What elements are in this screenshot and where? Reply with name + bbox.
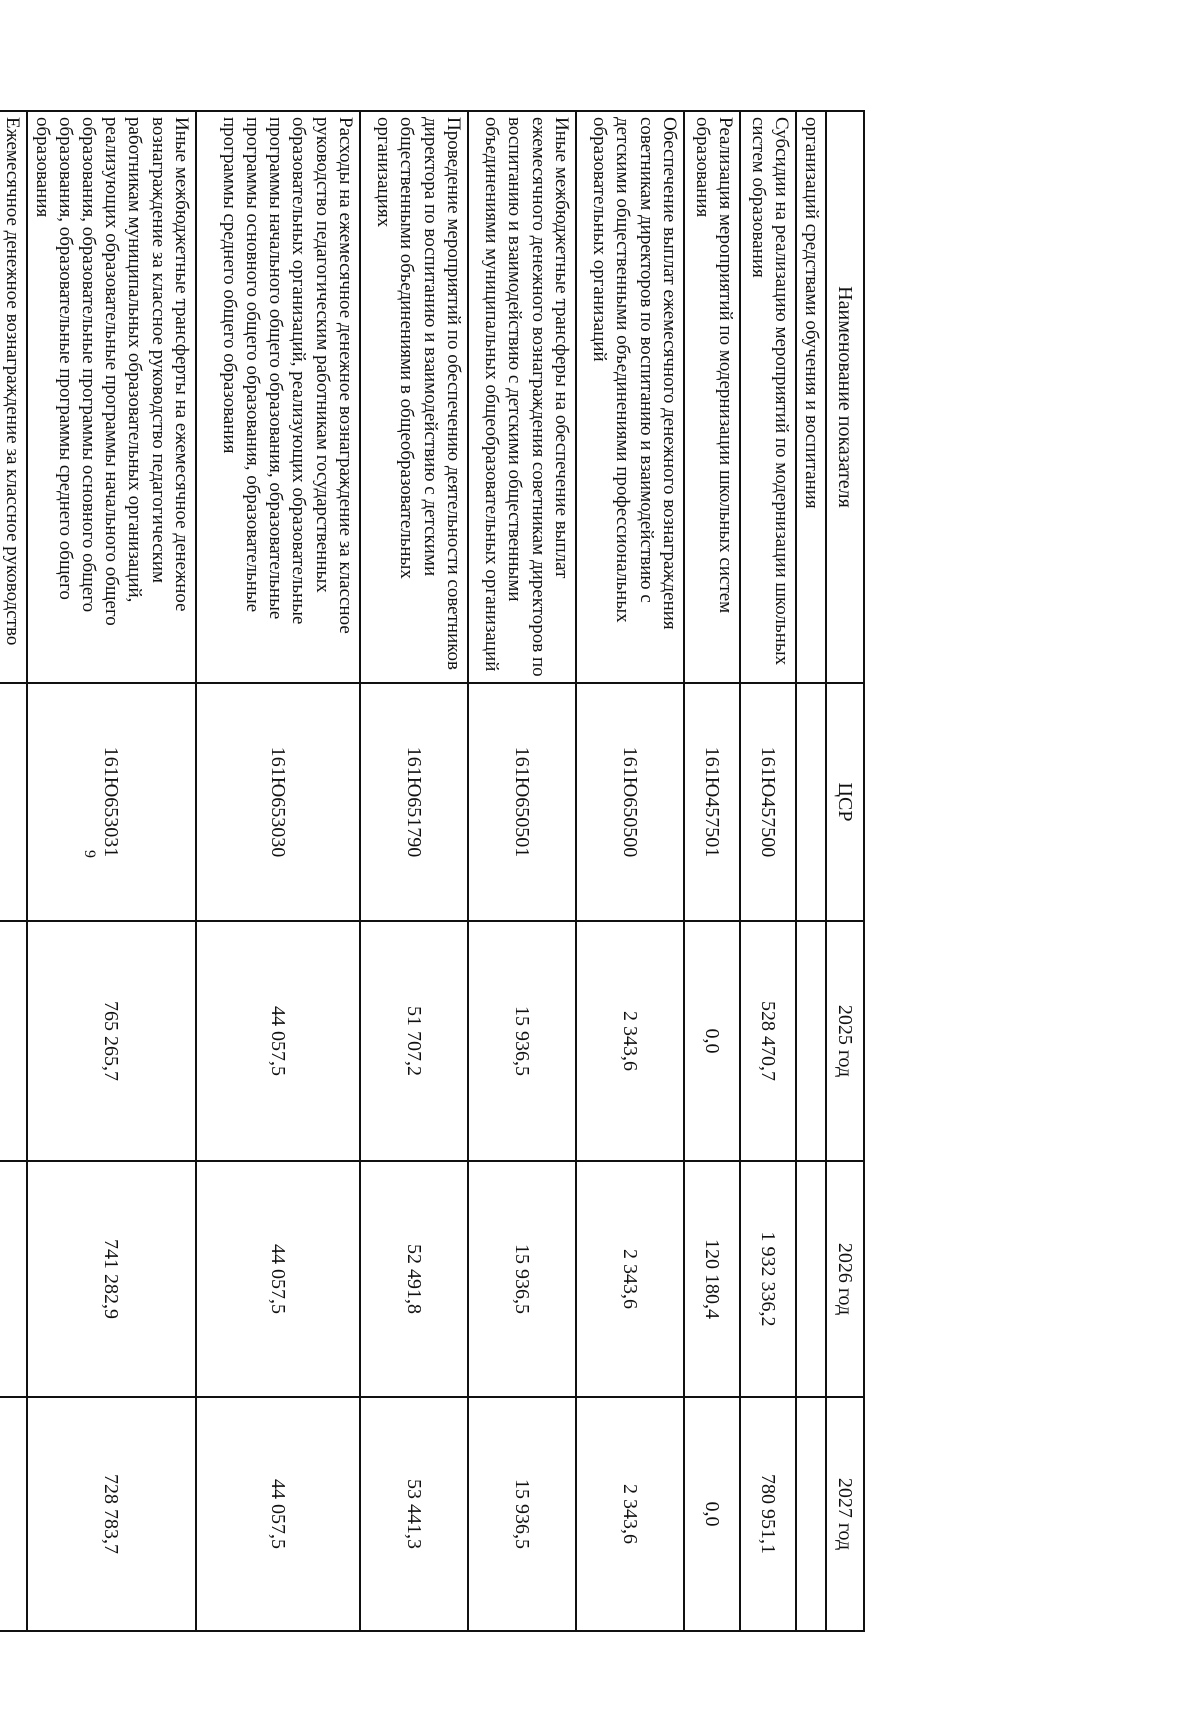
cell-2026: 52 491,8 bbox=[360, 1161, 468, 1397]
cell-name: Иные межбюджетные трансферты на ежемесячное денежное вознаграждение за классное руководство педагогическим работникам муниципальных образовательных организаций, реализующих образовательные программы начального общего образования, образовательные программы основного общего образования, образовательные программы среднего общего образования bbox=[27, 111, 196, 683]
page-number: 9 bbox=[81, 850, 98, 858]
cell-name: Расходы на ежемесячное денежное вознаграждение за классное руководство педагогическим работникам государственных образовательных организаций, реализующих образовательные программы начального общего образования, образовательные программы основного общего образования, образовательные программы среднего общего образования bbox=[196, 111, 360, 683]
table-row bbox=[684, 111, 740, 1631]
cell-2027: 44 057,5 bbox=[196, 1397, 360, 1631]
table-row bbox=[0, 111, 27, 1631]
cell-2027: 15 936,5 bbox=[468, 1397, 576, 1631]
cell-name: Проведение мероприятий по обеспечению деятельности советников директора по воспитанию и взаимодействию с детскими общественными объединениями в общеобразовательных организациях bbox=[360, 111, 468, 683]
cell-csr bbox=[0, 683, 27, 921]
cell-2027: 728 783,7 bbox=[27, 1397, 196, 1631]
cell-csr bbox=[796, 683, 826, 921]
cell-2027 bbox=[796, 1397, 826, 1631]
cell-2026: 1 932 336,2 bbox=[740, 1161, 796, 1397]
cell-2027 bbox=[0, 1397, 27, 1631]
cell-2025: 765 265,7 bbox=[27, 921, 196, 1161]
cell-name: Обеспечение выплат ежемесячного денежного вознаграждения советникам директоров по воспитанию и взаимодействию с детскими общественными объединениями профессиональных образовательных организаций bbox=[576, 111, 684, 683]
table-header-row bbox=[826, 111, 864, 1631]
cell-name: Иные межбюджетные трансферы на обеспечение выплат ежемесячного денежного вознаграждения советникам директоров по воспитанию и взаимодействию с детскими общественными объединениями муниципальных общеобразовательных организаций bbox=[468, 111, 576, 683]
header-name: Наименование показателя bbox=[826, 111, 864, 683]
cell-csr: 161Ю653030 bbox=[196, 683, 360, 921]
cell-2026: 741 282,9 bbox=[27, 1161, 196, 1397]
cell-name: Субсидии на реализацию мероприятий по модернизации школьных систем образования bbox=[740, 111, 796, 683]
table-row bbox=[196, 111, 360, 1631]
table-row bbox=[468, 111, 576, 1631]
cell-2027: 2 343,6 bbox=[576, 1397, 684, 1631]
table-row bbox=[740, 111, 796, 1631]
cell-csr: 161Ю457501 bbox=[684, 683, 740, 921]
rotated-table-container bbox=[0, 110, 865, 1630]
cell-2025 bbox=[0, 921, 27, 1161]
header-2027: 2027 год bbox=[826, 1397, 864, 1631]
header-2025: 2025 год bbox=[826, 921, 864, 1161]
cell-2025: 15 936,5 bbox=[468, 921, 576, 1161]
cell-2027: 780 951,1 bbox=[740, 1397, 796, 1631]
cell-2026 bbox=[0, 1161, 27, 1397]
cell-name: Ежемесячное денежное вознаграждение за классное руководство bbox=[0, 111, 27, 683]
budget-table bbox=[0, 110, 865, 1632]
header-2026: 2026 год bbox=[826, 1161, 864, 1397]
cell-2025: 44 057,5 bbox=[196, 921, 360, 1161]
cell-2025: 528 470,7 bbox=[740, 921, 796, 1161]
cell-csr: 161Ю650501 bbox=[468, 683, 576, 921]
cell-csr: 161Ю651790 bbox=[360, 683, 468, 921]
cell-2026: 15 936,5 bbox=[468, 1161, 576, 1397]
cell-csr: 161Ю650500 bbox=[576, 683, 684, 921]
cell-2025: 2 343,6 bbox=[576, 921, 684, 1161]
cell-2025: 0,0 bbox=[684, 921, 740, 1161]
table-row-continuation bbox=[796, 111, 826, 1631]
cell-name: Реализация мероприятий по модернизации школьных систем образования bbox=[684, 111, 740, 683]
table-row bbox=[360, 111, 468, 1631]
cell-csr: 161Ю457500 bbox=[740, 683, 796, 921]
cell-2025 bbox=[796, 921, 826, 1161]
cell-name: организаций средствами обучения и воспитания bbox=[796, 111, 826, 683]
table-row bbox=[27, 111, 196, 1631]
cell-2026: 120 180,4 bbox=[684, 1161, 740, 1397]
cell-2025: 51 707,2 bbox=[360, 921, 468, 1161]
cell-2027: 53 441,3 bbox=[360, 1397, 468, 1631]
header-csr: ЦСР bbox=[826, 683, 864, 921]
cell-2026: 2 343,6 bbox=[576, 1161, 684, 1397]
cell-2027: 0,0 bbox=[684, 1397, 740, 1631]
cell-2026: 44 057,5 bbox=[196, 1161, 360, 1397]
table-row bbox=[576, 111, 684, 1631]
cell-2026 bbox=[796, 1161, 826, 1397]
cell-csr: 161Ю653031 bbox=[27, 683, 196, 921]
